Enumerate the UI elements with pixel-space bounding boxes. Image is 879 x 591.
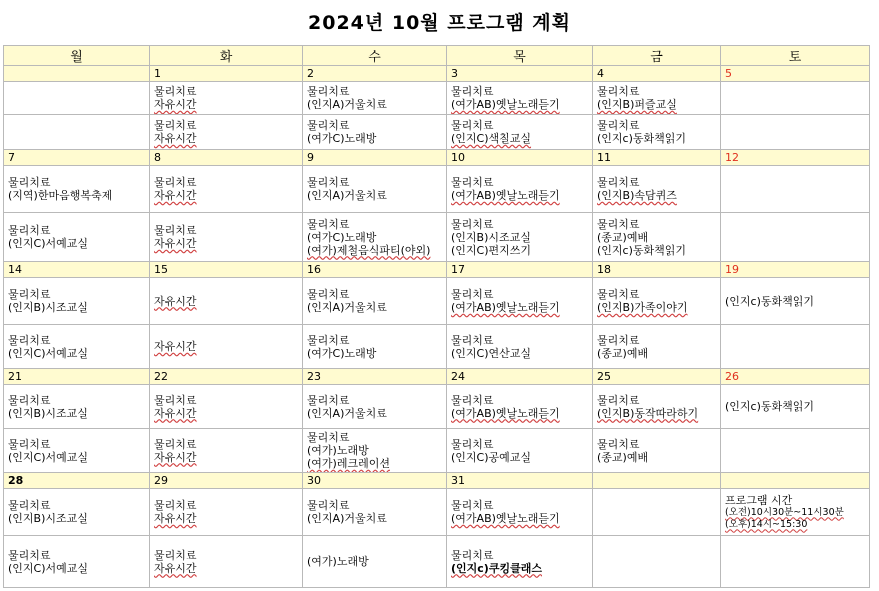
- date-cell: 9: [303, 150, 447, 166]
- program-time-line: (오전)10시30분~11시30분: [725, 506, 844, 518]
- program-item: 물리치료: [307, 499, 350, 512]
- program-item: (인지C)편지쓰기: [451, 243, 532, 257]
- date-cell: 23: [303, 369, 447, 385]
- program-cell: [447, 166, 593, 213]
- program-item: 물리치료: [597, 437, 640, 451]
- program-item: 물리치료: [451, 288, 494, 301]
- program-cell: [447, 213, 593, 262]
- date-row: [4, 473, 870, 489]
- program-item: (인지A)거울치료: [307, 301, 387, 314]
- date-cell: 24: [447, 369, 593, 385]
- program-row: [4, 429, 870, 473]
- program-item: (인지c)동화책읽기: [597, 132, 687, 145]
- program-cell: [4, 115, 150, 150]
- program-cell: [150, 429, 303, 473]
- program-item: (종교)예배: [597, 346, 649, 360]
- program-item: 물리치료: [307, 431, 350, 444]
- date-row: [4, 66, 870, 82]
- program-item: (인지c)동화책읽기: [725, 294, 815, 308]
- program-cell: [150, 115, 303, 150]
- program-time-title: 프로그램 시간: [725, 493, 793, 507]
- program-row: [4, 213, 870, 262]
- program-item: (인지B)퍼즐교실: [597, 98, 677, 111]
- program-cell: [447, 536, 593, 588]
- date-cell: 29: [150, 473, 303, 489]
- program-cell: [303, 213, 447, 262]
- date-cell: [4, 66, 150, 82]
- program-cell: [721, 82, 870, 115]
- program-item: (여가AB)옛날노래듣기: [451, 301, 560, 314]
- program-item: (인지A)거울치료: [307, 189, 387, 202]
- program-item: (인지C)색칠교실: [451, 132, 532, 145]
- date-cell: 3: [447, 66, 593, 82]
- program-cell: [721, 536, 870, 588]
- program-cell: [721, 325, 870, 369]
- program-item: (인지A)거울치료: [307, 406, 387, 420]
- program-cell: [150, 82, 303, 115]
- program-item: 자유시간: [154, 237, 197, 250]
- program-item: (여가C)노래방: [307, 346, 377, 360]
- program-item: (인지c)쿠킹클래스: [451, 561, 542, 575]
- program-cell: [447, 115, 593, 150]
- program-item: (여가AB)옛날노래듣기: [451, 98, 560, 111]
- program-item: 물리치료: [451, 333, 494, 347]
- program-item: (인지c)동화책읽기: [597, 243, 687, 257]
- program-item: (지역)한마음행복축제: [8, 189, 113, 202]
- program-cell: [447, 325, 593, 369]
- program-item: 물리치료: [451, 499, 494, 512]
- program-item: (여가)레크레이션: [307, 457, 390, 470]
- program-item: 물리치료: [8, 333, 51, 347]
- program-item: 물리치료: [451, 437, 494, 451]
- date-cell: 25: [593, 369, 721, 385]
- program-item: (인지B)시조교실: [451, 230, 531, 244]
- program-item: (인지B)시조교실: [8, 301, 88, 314]
- program-item: 자유시간: [154, 561, 197, 575]
- program-item: 자유시간: [154, 340, 197, 353]
- program-item: 물리치료: [451, 548, 494, 562]
- program-item: 물리치료: [307, 217, 350, 231]
- program-cell: [4, 429, 150, 473]
- program-item: 물리치료: [154, 85, 197, 98]
- program-cell: [593, 166, 721, 213]
- date-cell: 4: [593, 66, 721, 82]
- program-item: 물리치료: [8, 548, 51, 562]
- program-item: 물리치료: [451, 217, 494, 231]
- date-cell: 15: [150, 262, 303, 278]
- program-item: (인지c)동화책읽기: [725, 400, 815, 413]
- program-row: [4, 385, 870, 429]
- program-cell: [303, 429, 447, 473]
- program-cell: [150, 325, 303, 369]
- program-row: [4, 325, 870, 369]
- date-cell: 12: [721, 150, 870, 166]
- program-cell: [4, 325, 150, 369]
- program-time-line: (오후)14시~15:30: [725, 518, 808, 530]
- date-cell: 17: [447, 262, 593, 278]
- program-cell: [150, 278, 303, 325]
- date-cell: 10: [447, 150, 593, 166]
- date-cell: [593, 473, 721, 489]
- program-item: (여가)노래방: [307, 555, 369, 568]
- date-cell: 22: [150, 369, 303, 385]
- program-item: (인지C)공예교실: [451, 450, 532, 464]
- weekday-header: 금: [593, 46, 721, 66]
- program-item: 자유시간: [154, 98, 197, 111]
- program-item: 물리치료: [451, 85, 494, 98]
- program-item: (종교)예배: [597, 230, 649, 244]
- program-cell: [303, 489, 447, 536]
- program-item: (인지B)시조교실: [8, 406, 88, 420]
- program-cell: [447, 489, 593, 536]
- program-cell: [721, 166, 870, 213]
- program-item: 물리치료: [597, 288, 640, 301]
- program-cell: [4, 166, 150, 213]
- program-item: 물리치료: [451, 119, 494, 132]
- program-cell: [150, 489, 303, 536]
- program-item: 물리치료: [154, 176, 197, 189]
- program-item: (인지A)거울치료: [307, 512, 387, 525]
- weekday-header-row: [4, 46, 870, 66]
- program-item: 물리치료: [307, 176, 350, 189]
- program-item: 물리치료: [8, 176, 51, 189]
- program-cell: [593, 115, 721, 150]
- program-item: (여가AB)옛날노래듣기: [451, 512, 560, 525]
- program-item: 물리치료: [154, 393, 197, 407]
- program-item: 물리치료: [154, 224, 197, 237]
- date-row: [4, 150, 870, 166]
- program-cell: [593, 489, 721, 536]
- program-item: 물리치료: [597, 119, 640, 132]
- program-item: 물리치료: [597, 85, 640, 98]
- program-item: 물리치료: [597, 333, 640, 347]
- program-item: 물리치료: [154, 499, 197, 512]
- program-item: 물리치료: [8, 393, 51, 407]
- program-cell: [721, 489, 870, 536]
- program-item: (여가)노래방: [307, 444, 369, 457]
- program-item: 물리치료: [451, 176, 494, 189]
- program-item: (인지A)거울치료: [307, 98, 387, 111]
- program-cell: [150, 536, 303, 588]
- program-cell: [303, 115, 447, 150]
- date-cell: 14: [4, 262, 150, 278]
- program-item: (인지C)서예교실: [8, 450, 89, 464]
- program-cell: [303, 278, 447, 325]
- date-cell: 5: [721, 66, 870, 82]
- program-item: 물리치료: [8, 224, 51, 237]
- weekday-header: 화: [150, 46, 303, 66]
- program-cell: [721, 115, 870, 150]
- date-cell: 7: [4, 150, 150, 166]
- program-item: 물리치료: [307, 393, 350, 407]
- program-item: (여가)제철음식파티(야외): [307, 243, 431, 257]
- program-cell: [150, 166, 303, 213]
- date-cell: 30: [303, 473, 447, 489]
- program-item: (종교)예배: [597, 450, 649, 464]
- program-item: (인지C)서예교실: [8, 561, 89, 575]
- program-cell: [593, 82, 721, 115]
- program-item: (인지C)서예교실: [8, 346, 89, 360]
- program-cell: [447, 278, 593, 325]
- program-cell: [4, 82, 150, 115]
- program-row: [4, 536, 870, 588]
- program-cell: [593, 213, 721, 262]
- program-item: (인지B)속담퀴즈: [597, 189, 677, 202]
- program-cell: [4, 278, 150, 325]
- program-row: [4, 166, 870, 213]
- date-cell: 2: [303, 66, 447, 82]
- date-cell: 11: [593, 150, 721, 166]
- date-cell: 26: [721, 369, 870, 385]
- program-cell: [150, 385, 303, 429]
- program-item: 물리치료: [154, 119, 197, 132]
- calendar-body: [4, 66, 870, 588]
- program-cell: [721, 213, 870, 262]
- program-cell: [447, 82, 593, 115]
- program-cell: [303, 385, 447, 429]
- program-item: (인지C)연산교실: [451, 346, 532, 360]
- program-item: (인지C)서예교실: [8, 237, 89, 250]
- program-item: 자유시간: [154, 189, 197, 202]
- date-cell: 1: [150, 66, 303, 82]
- program-item: 물리치료: [307, 119, 350, 132]
- program-cell: [303, 325, 447, 369]
- program-item: 물리치료: [597, 393, 640, 407]
- program-row: [4, 278, 870, 325]
- program-cell: [303, 536, 447, 588]
- program-item: (여가AB)옛날노래듣기: [451, 406, 560, 420]
- program-item: 물리치료: [307, 288, 350, 301]
- program-item: (인지B)시조교실: [8, 512, 88, 525]
- program-item: 물리치료: [154, 437, 197, 451]
- program-item: (여가C)노래방: [307, 230, 377, 244]
- program-cell: [4, 489, 150, 536]
- weekday-header: 토: [721, 46, 870, 66]
- date-row: [4, 262, 870, 278]
- program-cell: [593, 429, 721, 473]
- date-cell: 16: [303, 262, 447, 278]
- program-item: 자유시간: [154, 132, 197, 145]
- program-item: 물리치료: [597, 176, 640, 189]
- program-cell: [721, 278, 870, 325]
- program-cell: [4, 385, 150, 429]
- program-cell: [303, 166, 447, 213]
- program-item: 물리치료: [307, 85, 350, 98]
- date-cell: 21: [4, 369, 150, 385]
- program-row: [4, 489, 870, 536]
- program-cell: [593, 325, 721, 369]
- program-cell: [303, 82, 447, 115]
- program-cell: [593, 385, 721, 429]
- program-cell: [721, 385, 870, 429]
- weekday-header: 목: [447, 46, 593, 66]
- program-item: 물리치료: [154, 548, 197, 562]
- program-cell: [4, 536, 150, 588]
- program-item: (여가AB)옛날노래듣기: [451, 189, 560, 202]
- program-item: 자유시간: [154, 512, 197, 525]
- date-cell: 31: [447, 473, 593, 489]
- program-cell: [4, 213, 150, 262]
- program-item: 자유시간: [154, 450, 197, 464]
- program-item: (여가C)노래방: [307, 132, 377, 145]
- date-cell: 28: [4, 473, 150, 489]
- weekday-header: 월: [4, 46, 150, 66]
- weekday-header: 수: [303, 46, 447, 66]
- date-cell: 18: [593, 262, 721, 278]
- program-row: [4, 82, 870, 115]
- date-cell: 8: [150, 150, 303, 166]
- program-item: 물리치료: [451, 393, 494, 407]
- program-cell: [721, 429, 870, 473]
- date-cell: [721, 473, 870, 489]
- program-item: 물리치료: [8, 288, 51, 301]
- page-title: 2024년 10월 프로그램 계획: [308, 12, 571, 34]
- program-item: 자유시간: [154, 406, 197, 420]
- program-cell: [447, 429, 593, 473]
- program-cell: [447, 385, 593, 429]
- program-cell: [593, 536, 721, 588]
- program-row: [4, 115, 870, 150]
- date-cell: 19: [721, 262, 870, 278]
- program-item: 물리치료: [8, 437, 51, 451]
- program-item: (인지B)동작따라하기: [597, 406, 699, 420]
- program-cell: [150, 213, 303, 262]
- program-calendar: [3, 45, 870, 588]
- program-item: 물리치료: [597, 217, 640, 231]
- program-item: 물리치료: [307, 333, 350, 347]
- program-item: 물리치료: [8, 499, 51, 512]
- date-row: [4, 369, 870, 385]
- program-cell: [593, 278, 721, 325]
- program-item: (인지B)가족이야기: [597, 301, 688, 314]
- program-item: 자유시간: [154, 294, 197, 308]
